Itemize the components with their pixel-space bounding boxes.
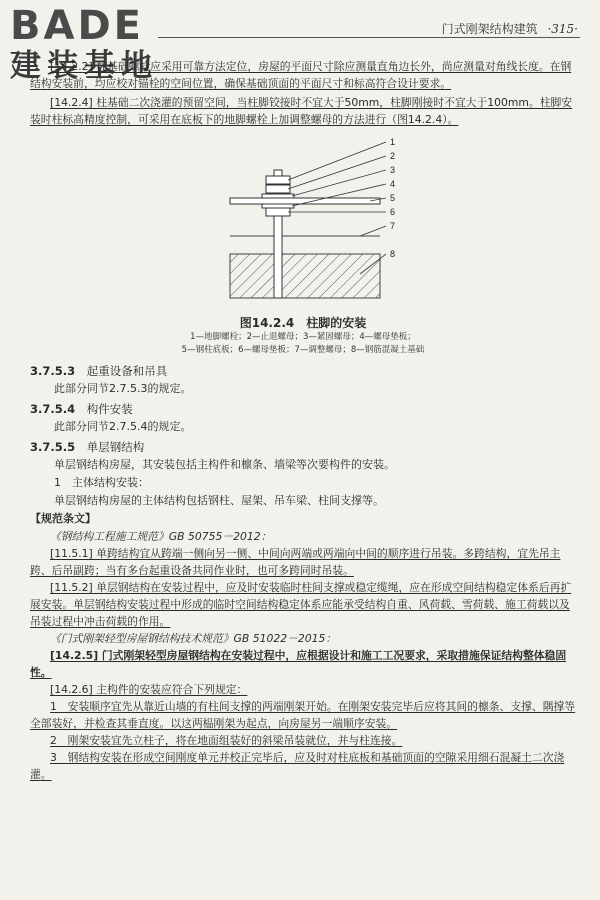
figure-legend-line-2: 5—钢柱底板；6—螺母垫板；7—调整螺母；8—钢筋混凝土基础	[181, 345, 425, 355]
section-title: 单层钢结构	[86, 440, 145, 454]
clause-14-2-5: [14.2.5] 门式刚架轻型房屋钢结构在安装过程中，应根据设计和施工工况要求，采取措施保证结构整体稳固性。	[30, 649, 567, 679]
clause-14-2-6-item-1: 1 安装顺序宜先从靠近山墙的有柱间支撑的两端刚架开始。在刚架安装完毕后应将其间的檩条、支撑、隅撑等全部装好，并检查其垂直度。以这两榀刚架为起点，向房屋另一端顺序安装。	[30, 700, 576, 730]
callout-1: 1	[390, 137, 396, 147]
page-number: ·315·	[547, 22, 578, 36]
figure-legend-line-1: 1—地脚螺栓；2—止退螺母；3—紧固螺母；4—螺母垫板；	[190, 332, 416, 342]
nut-washer-top	[262, 194, 294, 198]
callout-4: 4	[390, 179, 396, 189]
clause-14-2-6-item-3: 3 钢结构安装在形成空间刚度单元并校正完毕后，应及时对柱底板和基础顶面的空隙采用细石混凝土二次浇灌。	[30, 751, 565, 781]
logo-text-cn: 建装基地	[10, 48, 158, 84]
section-number: 3.7.5.5	[30, 440, 76, 454]
header-title: 门式刚架结构建筑	[441, 22, 538, 36]
nut-washer-bottom	[262, 204, 294, 208]
callout-2: 2	[390, 151, 396, 161]
standard-gb51022: 《门式刚架轻型房屋钢结构技术规范》GB 51022－2015：	[50, 632, 337, 645]
logo-text-en: BADE	[10, 3, 144, 49]
section-body: 此部分同节2.7.5.3的规定。	[54, 382, 192, 395]
callout-6: 6	[390, 207, 396, 217]
callout-8: 8	[390, 249, 396, 259]
header-rule	[158, 37, 580, 38]
section-3-7-5-4	[30, 400, 576, 418]
section-3-7-5-3	[30, 362, 576, 380]
page-body	[30, 58, 576, 783]
callout-7: 7	[390, 221, 396, 231]
running-header	[442, 20, 578, 37]
section-3-7-5-5	[30, 438, 576, 456]
clause-14-2-6-item-2: 2 刚架安装宜先立柱子，将在地面组装好的斜梁吊装就位，并与柱连接。	[50, 734, 403, 747]
section-body: 单层钢结构房屋，其安装包括主构件和檩条、墙梁等次要构件的安装。	[54, 458, 395, 471]
lock-nut	[266, 176, 290, 184]
spec-label: 【规范条文】	[30, 512, 96, 525]
section-number: 3.7.5.4	[30, 402, 76, 416]
clause-14-2-4: [14.2.4] 柱基础二次浇灌的预留空间，当柱脚铰接时不宜大于50mm，柱脚刚接时不宜大于100mm。柱脚安装时柱标高精度控制，可采用在底板下的地脚螺栓上加调整螺母的方法进行（图14.2.4）。	[30, 96, 573, 126]
figure-caption: 图14.2.4 柱脚的安装	[239, 316, 367, 330]
item-1-body: 单层钢结构房屋的主体结构包括钢柱、屋架、吊车梁、柱间支撑等。	[54, 494, 384, 507]
column-base-drawing	[30, 134, 576, 304]
clause-11-5-1: [11.5.1] 单跨结构宜从跨端一侧向另一侧、中间向两端或两端向中间的顺序进行吊装。多跨结构，宜先吊主跨、后吊副跨；当有多台起重设备共同作业时，也可多跨同时吊装。	[30, 547, 561, 577]
fastening-nut	[266, 185, 290, 193]
section-body: 此部分同节2.7.5.4的规定。	[54, 420, 192, 433]
figure-column-base	[30, 134, 576, 354]
clause-11-5-2: [11.5.2] 单层钢结构在安装过程中，应及时安装临时柱间支撑或稳定缆绳，应在形成空间结构稳定体系后再扩展安装。单层钢结构安装过程中形成的临时空间结构稳定体系应能承受结构自重、风荷载、雪荷载、施工荷载以及吊装过程中冲击荷载的作用。	[30, 581, 572, 628]
section-title: 起重设备和吊具	[86, 364, 168, 378]
concrete-foundation	[230, 254, 380, 298]
callout-5: 5	[390, 193, 396, 203]
clause-14-2-2: [14.2.2] 柱基础螺栓应采用可靠方法定位，房屋的平面尺寸除应测量直角边长外，尚应测量对角线长度。在钢结构安装前，均应校对锚栓的空间位置，确保基础顶面的平面尺寸和标高符合设计要求。	[30, 60, 572, 90]
callout-3: 3	[390, 165, 396, 175]
section-title: 构件安装	[86, 402, 133, 416]
section-number: 3.7.5.3	[30, 364, 76, 378]
standard-gb50755: 《钢结构工程施工规范》GB 50755－2012：	[50, 530, 272, 543]
item-1-heading: 1 主体结构安装：	[54, 476, 149, 489]
adjusting-nut	[266, 208, 290, 216]
clause-14-2-6: [14.2.6] 主构件的安装应符合下列规定：	[50, 683, 248, 696]
